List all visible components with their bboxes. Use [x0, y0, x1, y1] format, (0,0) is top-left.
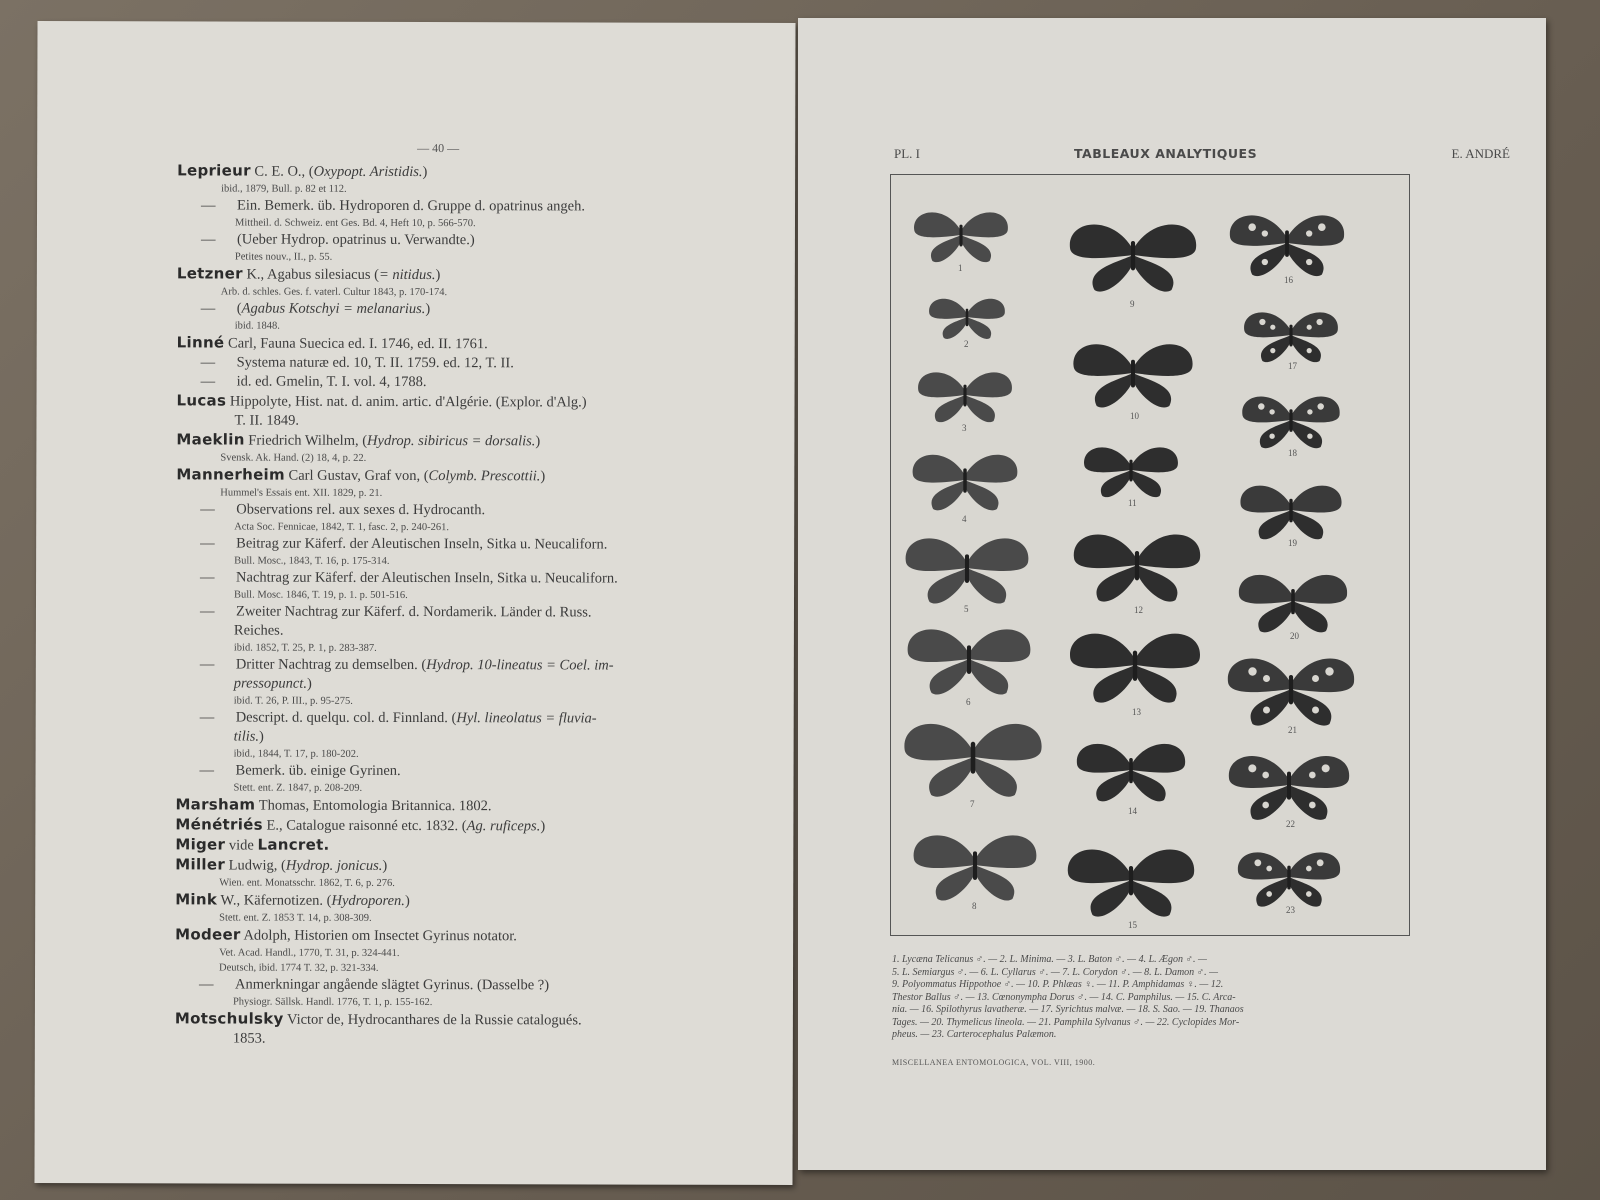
butterfly-figure	[907, 440, 1023, 520]
figure-number: 16	[1284, 275, 1293, 285]
entry-text: E., Catalogue raisonné etc. 1832. (	[262, 817, 467, 835]
journal-footer: MISCELLANEA ENTOMOLOGICA, VOL. VIII, 1900.	[892, 1058, 1096, 1067]
entry-reference: Petites nouv., II., p. 55.	[234, 251, 333, 263]
entry-text: )	[404, 892, 410, 909]
caption-line: nia. — 16. Spilothyrus lavatheræ. — 17. Syrichtus malvæ. — 18. S. Sao. — 19. Thanaos	[892, 1004, 1244, 1015]
bib-entry-line	[177, 230, 757, 251]
caption-line: Thestor Ballus ♂. — 13. Cœnonympha Dorus ♂. — 14. C. Pamphilus. — 15. C. Arca-	[892, 991, 1236, 1003]
entry-reference: Stett. ent. Z. 1853 T. 14, p. 308-309.	[219, 912, 372, 924]
entry-text: 1853.	[232, 1030, 266, 1047]
figure-number: 9	[1130, 299, 1135, 309]
author-name: Letzner	[176, 264, 243, 283]
bib-entry-line	[177, 372, 757, 393]
bib-entry	[176, 465, 756, 502]
bib-entry	[175, 1009, 755, 1050]
entry-reference: Acta Soc. Fennicae, 1842, T. 1, fasc. 2, p. 240-261.	[234, 521, 450, 534]
bib-entry	[176, 602, 756, 657]
butterfly-figure	[1063, 617, 1207, 713]
bib-entry-line	[176, 534, 756, 555]
bib-entry-line	[177, 161, 757, 183]
entry-reference: Mittheil. d. Schweiz. ent Ges. Bd. 4, Heft 10, p. 566-570.	[234, 217, 476, 230]
bib-entry	[176, 391, 756, 432]
bib-entry	[175, 975, 755, 1011]
entry-text: Ein. Bemerk. üb. Hydroporen d. Gruppe d. opatrinus angeh.	[237, 197, 585, 215]
bib-entry	[176, 708, 756, 763]
butterfly-figure	[1237, 386, 1345, 454]
entry-text: )	[422, 164, 428, 181]
entry-text: )	[435, 267, 441, 284]
entry-reference: Stett. ent. Z. 1847, p. 208-209.	[233, 782, 363, 794]
bib-entry	[175, 890, 755, 927]
bib-entry	[177, 333, 757, 355]
figure-number: 1	[958, 263, 963, 273]
entry-text: Bemerk. üb. einige Gyrinen.	[235, 762, 401, 779]
dash-ditto: —	[199, 762, 215, 779]
figure-number: 20	[1290, 631, 1299, 641]
entry-text: (Ueber Hydrop. opatrinus u. Verwandte.)	[236, 231, 475, 249]
entry-text: T. II. 1849.	[234, 412, 300, 429]
bib-entry-line	[175, 835, 755, 857]
entry-text: Carl Gustav, Graf von, (	[284, 467, 429, 485]
dash-ditto: —	[199, 709, 215, 726]
author-name: Mannerheim	[176, 465, 285, 484]
entry-italic: Oxypopt. Aristidis.	[313, 163, 423, 181]
bib-entry-line	[175, 925, 755, 947]
figure-number: 18	[1288, 448, 1297, 458]
figure-number: 13	[1132, 707, 1141, 717]
entry-italic: tilis.	[233, 728, 260, 745]
caption-line: Tages. — 20. Thymelicus lineola. — 21. Pamphila Sylvanus ♂. — 22. Cyclopides Mor-	[892, 1016, 1240, 1028]
entry-text: Thomas, Entomologia Britannica. 1802.	[255, 797, 492, 815]
entry-reference: Arb. d. schles. Ges. f. vaterl. Cultur 1843, p. 170-174.	[220, 286, 448, 299]
figure-number: 7	[970, 799, 975, 809]
entry-reference: ibid. T. 26, P. III., p. 95-275.	[233, 695, 353, 707]
bib-entry-line	[177, 299, 757, 320]
entry-text: C. E. O., (	[250, 163, 314, 180]
bib-entry-line	[176, 500, 756, 521]
entry-reference: Hummel's Essais ent. XII. 1829, p. 21.	[220, 487, 383, 499]
caption-line: 9. Polyommatus Hippothoe ♂. — 10. P. Phlæas ♀. — 11. P. Amphidamas ♀. — 12.	[892, 979, 1224, 990]
plate-caption	[892, 954, 1422, 1042]
bib-entry	[175, 855, 755, 892]
entry-reference: Wien. ent. Monatsschr. 1862, T. 6, p. 276.	[219, 877, 395, 889]
bib-entry	[176, 430, 756, 467]
author-name: Maeklin	[176, 430, 245, 449]
right-page	[798, 18, 1546, 1170]
bib-entry	[177, 161, 757, 198]
bib-entry	[176, 568, 756, 604]
entry-continuation	[176, 621, 756, 642]
bib-entry-line	[175, 795, 755, 817]
bib-entry	[175, 795, 755, 817]
dash-ditto: —	[200, 231, 216, 248]
bib-entry	[175, 835, 755, 857]
entry-continuation	[176, 727, 756, 748]
entry-italic: Hydrop. jonicus.	[285, 857, 383, 874]
entry-text: Anmerkningar angående slägtet Gyrinus. (Dasselbe ?)	[234, 976, 550, 994]
bib-entry-line	[177, 196, 757, 217]
entry-italic: Agabus Kotschyi = melanarius.	[241, 300, 426, 318]
figure-number: 15	[1128, 920, 1137, 930]
bib-entry-line	[175, 975, 755, 996]
entry-reference: Vet. Acad. Handl., 1770, T. 31, p. 324-441.	[219, 947, 400, 959]
entry-text: Observations rel. aux sexes d. Hydrocanth.	[236, 501, 486, 519]
butterfly-figure	[899, 526, 1035, 610]
entry-continuation	[176, 674, 756, 695]
caption-line: 5. L. Semiargus ♂. — 6. L. Cyllarus ♂. — 7. L. Corydon ♂. — 8. L. Damon ♂. —	[892, 966, 1219, 978]
butterfly-figure	[1067, 329, 1199, 417]
figure-number: 5	[964, 604, 969, 614]
figure-number: 21	[1288, 725, 1297, 735]
butterfly-figure	[897, 709, 1049, 805]
butterfly-figure	[1239, 303, 1343, 367]
entry-italic: = nitidus.	[378, 266, 436, 284]
figure-number: 10	[1130, 411, 1139, 421]
dash-ditto: —	[200, 569, 215, 586]
bib-entry-line	[176, 602, 756, 623]
figure-number: 17	[1288, 361, 1297, 371]
bib-entry	[177, 372, 757, 393]
entry-continuation	[175, 1029, 755, 1050]
author-name: Marsham	[175, 795, 256, 814]
figure-number: 22	[1286, 819, 1295, 829]
bib-entry-line	[175, 1009, 755, 1031]
entry-text: Hippolyte, Hist. nat. d. anim. artic. d'Algérie. (Explor. d'Alg.)	[226, 393, 587, 411]
entry-reference: ibid. 1848.	[234, 320, 280, 332]
bib-entry	[177, 196, 757, 232]
butterfly-figure	[1067, 519, 1207, 611]
butterfly-figure	[1215, 745, 1363, 825]
page-number: — 40 —	[417, 141, 460, 156]
figure-number: 12	[1134, 605, 1143, 615]
entry-text: Ludwig, (	[225, 857, 286, 874]
entry-text: Reiches.	[233, 622, 284, 639]
figure-number: 23	[1286, 905, 1295, 915]
author-name: Lancret.	[257, 835, 330, 854]
butterfly-figure	[1079, 436, 1183, 504]
butterfly-figure	[901, 615, 1037, 703]
bib-entry-line	[176, 708, 756, 729]
entry-italic: Hyl. lineolatus = fluvia-	[456, 710, 597, 727]
bib-entry	[176, 655, 756, 710]
figure-number: 19	[1288, 538, 1297, 548]
entry-text: Descript. d. quelqu. col. d. Finnland. (	[235, 709, 457, 727]
dash-ditto: —	[200, 373, 216, 390]
entry-text: W., Käfernotizen. (	[217, 892, 332, 909]
entry-text: Beitrag zur Käferf. der Aleutischen Inseln, Sitka u. Neucaliforn.	[236, 535, 608, 553]
figure-number: 8	[972, 901, 977, 911]
dash-ditto: —	[200, 354, 216, 371]
bib-entry-line	[176, 465, 756, 487]
dash-ditto: —	[200, 501, 215, 518]
entry-text: K., Agabus silesiacus (	[242, 266, 379, 283]
bib-entry	[175, 815, 755, 837]
figure-number: 11	[1128, 498, 1137, 508]
bib-entry	[177, 299, 757, 335]
entry-text: )	[535, 433, 541, 450]
bib-entry-line	[177, 333, 757, 355]
entry-text: Carl, Fauna Suecica ed. I. 1746, ed. II. 1761.	[224, 335, 488, 353]
bib-entry-line	[175, 890, 755, 912]
entry-text: )	[306, 675, 312, 692]
dash-ditto: —	[199, 656, 215, 673]
bib-entry	[175, 761, 755, 797]
figure-number: 6	[966, 697, 971, 707]
bib-entry	[177, 230, 757, 266]
butterfly-figure	[909, 201, 1013, 269]
entry-italic: Ag. ruficeps.	[466, 818, 541, 835]
entry-text: Victor de, Hydrocanthares de la Russie catalogués.	[283, 1011, 582, 1029]
author-name: Leprieur	[177, 161, 251, 180]
bib-entry	[177, 264, 757, 301]
entry-text: )	[540, 468, 546, 485]
bib-entry	[176, 500, 756, 536]
entry-reference: Bull. Mosc. 1846, T. 19, p. 1. p. 501-516.	[234, 589, 408, 601]
dash-ditto: —	[200, 300, 216, 317]
dash-ditto: —	[200, 535, 215, 552]
entry-text: Dritter Nachtrag zu demselben. (	[235, 656, 427, 674]
entry-text: vide	[225, 837, 258, 854]
entry-text: Systema naturæ ed. 10, T. II. 1759. ed. 12, T. II.	[236, 354, 514, 372]
bib-entry	[177, 353, 757, 374]
butterfly-figure	[1233, 565, 1353, 637]
author-name: Miger	[175, 835, 226, 854]
entry-text: )	[382, 857, 388, 874]
author-name: Miller	[175, 855, 226, 874]
figure-number: 3	[962, 423, 967, 433]
left-page	[34, 21, 795, 1185]
plate-author: E. ANDRÉ	[1451, 146, 1510, 161]
bib-entry-line	[176, 568, 756, 589]
bib-entry-line	[177, 264, 757, 286]
bib-entry	[175, 925, 755, 977]
bib-entry-line	[176, 761, 756, 782]
bib-entry-line	[177, 391, 757, 413]
entry-reference: ibid., 1879, Bull. p. 82 et 112.	[221, 183, 347, 195]
entry-text: )	[540, 818, 546, 835]
entry-reference: Bull. Mosc., 1843, T. 16, p. 175-314.	[234, 555, 390, 567]
entry-text: id. ed. Gmelin, T. I. vol. 4, 1788.	[236, 373, 427, 391]
entry-continuation	[176, 411, 756, 432]
bib-entry-line	[177, 353, 757, 374]
author-name: Mink	[175, 890, 218, 909]
butterfly-figure	[1071, 728, 1191, 812]
butterfly-figure	[1235, 476, 1347, 544]
entry-italic: Hydrop. sibiricus = dorsalis.	[367, 432, 536, 450]
bib-entry-line	[175, 855, 755, 877]
entry-text: Adolph, Historien om Insectet Gyrinus notator.	[240, 927, 517, 945]
caption-line: pheus. — 23. Carterocephalus Palæmon.	[892, 1029, 1057, 1040]
figure-number: 2	[964, 339, 969, 349]
bibliography-list	[175, 161, 757, 1050]
author-name: Modeer	[175, 925, 241, 944]
butterfly-figure	[925, 289, 1009, 345]
entry-reference: Svensk. Ak. Hand. (2) 18, 4, p. 22.	[220, 452, 367, 464]
entry-italic: pressopunct.	[233, 675, 307, 692]
dash-ditto: —	[198, 976, 214, 993]
entry-reference: Physiogr. Sällsk. Handl. 1776, T. 1, p. 155-162.	[232, 996, 433, 1009]
butterfly-figure	[1221, 205, 1353, 281]
plate-label: PL. I	[894, 146, 920, 161]
caption-line: 1. Lycæna Telicanus ♂. — 2. L. Minima. — 3. L. Baton ♂. — 4. L. Ægon ♂. —	[892, 954, 1207, 965]
author-name: Ménétriés	[175, 815, 263, 834]
butterfly-figure	[1063, 205, 1203, 305]
bib-entry-line	[176, 655, 756, 676]
figure-number: 4	[962, 514, 967, 524]
dash-ditto: —	[201, 197, 216, 214]
butterfly-figure	[1221, 647, 1361, 731]
bib-entry-line	[175, 815, 755, 837]
entry-text: )	[259, 728, 264, 745]
entry-text: Zweiter Nachtrag zur Käferf. d. Nordamerik. Länder d. Russ.	[235, 603, 592, 621]
entry-text: Friedrich Wilhelm, (	[244, 432, 368, 449]
entry-text: (	[236, 300, 242, 317]
butterfly-figure	[913, 361, 1017, 429]
figure-number: 14	[1128, 806, 1137, 816]
dash-ditto: —	[199, 603, 215, 620]
butterfly-figure	[907, 823, 1043, 907]
author-name: Motschulsky	[174, 1009, 284, 1028]
entry-reference: ibid. 1852, T. 25, P. 1, p. 283-387.	[233, 642, 377, 654]
entry-text: )	[425, 301, 431, 318]
bib-entry-line	[176, 430, 756, 452]
entry-italic: Hydrop. 10-lineatus = Coel. im-	[426, 657, 614, 674]
entry-reference: ibid., 1844, T. 17, p. 180-202.	[233, 748, 359, 760]
author-name: Linné	[176, 333, 225, 352]
author-name: Lucas	[176, 391, 227, 410]
entry-reference: Deutsch, ibid. 1774 T. 32, p. 321-334.	[219, 962, 379, 974]
plate-title: TABLEAUX ANALYTIQUES	[1074, 146, 1258, 161]
entry-italic: Colymb. Prescottii.	[428, 468, 541, 485]
butterfly-figure	[1061, 834, 1201, 926]
butterfly-plate	[890, 174, 1410, 936]
entry-italic: Hydroporen.	[331, 892, 405, 909]
bib-entry	[176, 534, 756, 570]
entry-text: Nachtrag zur Käferf. der Aleutischen Inseln, Sitka u. Neucaliforn.	[236, 569, 618, 587]
butterfly-figure	[1231, 843, 1347, 911]
